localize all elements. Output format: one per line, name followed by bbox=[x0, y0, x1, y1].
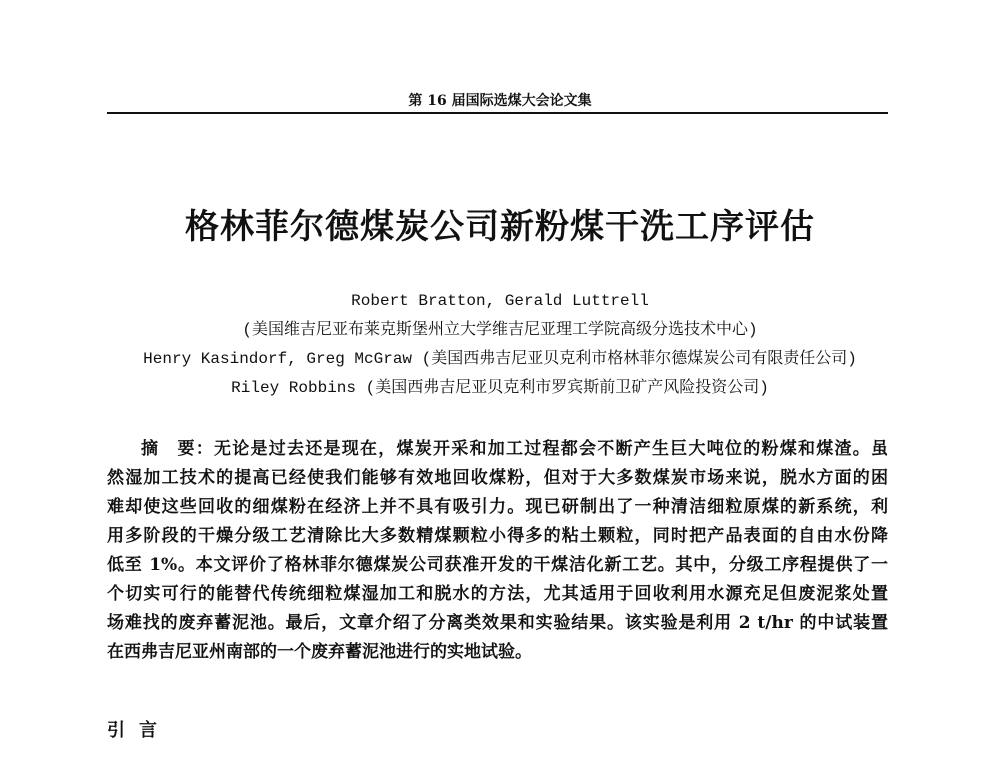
section-heading: 引言 bbox=[107, 720, 171, 741]
abstract-line: 难却使这些回收的细煤粉在经济上并不具有吸引力。现已研制出了一种清洁细粒原煤的新系统，利 bbox=[107, 497, 888, 517]
abstract-line: 个切实可行的能替代传统细粒煤湿加工和脱水的方法，尤其适用于回收利用水源充足但废泥浆处置 bbox=[107, 584, 888, 604]
abstract-label: 摘 要： bbox=[141, 439, 214, 459]
abstract-line: 然湿加工技术的提高已经使我们能够有效地回收煤粉，但对于大多数煤炭市场来说，脱水方面的困 bbox=[107, 468, 888, 488]
author-line: Robert Bratton, Gerald Luttrell bbox=[351, 292, 649, 310]
abstract-line: 在西弗吉尼亚州南部的一个废弃蓄泥池进行的实地试验。 bbox=[107, 642, 532, 662]
abstract-line: 场难找的废弃蓄泥池。最后，文章介绍了分离类效果和实验结果。该实验是利用 2 t/hr 的中试装置 bbox=[107, 613, 888, 633]
paper-title: 格林菲尔德煤炭公司新粉煤干洗工序评估 bbox=[185, 207, 815, 247]
abstract-text: 无论是过去还是现在，煤炭开采和加工过程都会不断产生巨大吨位的粉煤和煤渣。虽 bbox=[214, 439, 888, 459]
abstract-line: 低至 1%。本文评价了格林菲尔德煤炭公司获准开发的干煤洁化新工艺。其中，分级工序程提供了一 bbox=[107, 555, 888, 575]
abstract-line bbox=[107, 438, 888, 460]
header-rule bbox=[107, 112, 888, 114]
author-affiliation: (美国维吉尼亚布莱克斯堡州立大学维吉尼亚理工学院高级分选技术中心) bbox=[242, 321, 758, 339]
author-line: Henry Kasindorf, Greg McGraw (美国西弗吉尼亚贝克利市格林菲尔德煤炭公司有限责任公司) bbox=[143, 350, 857, 368]
running-header: 第 16 届国际选煤大会论文集 bbox=[408, 93, 592, 109]
abstract-line: 用多阶段的干燥分级工艺清除比大多数精煤颗粒小得多的粘土颗粒，同时把产品表面的自由水份降 bbox=[107, 526, 888, 546]
author-line: Riley Robbins (美国西弗吉尼亚贝克利市罗宾斯前卫矿产风险投资公司) bbox=[231, 379, 769, 397]
